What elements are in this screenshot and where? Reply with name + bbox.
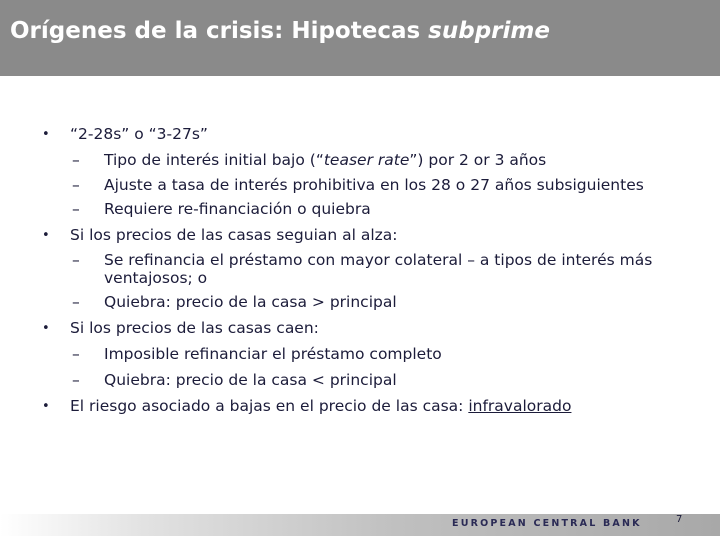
dash-icon: – [72,176,80,194]
sub-text: Ajuste a tasa de interés prohibitiva en los 28 o 27 años subsiguientes [104,176,644,194]
dash-icon: – [72,371,80,389]
sub-text: Quiebra: precio de la casa > principal [104,293,397,311]
footer-org-name: EUROPEAN CENTRAL BANK [452,518,642,529]
dash-icon: – [72,345,80,363]
bullet-text: “2-28s” o “3-27s” [70,125,208,143]
bullet-item [0,318,720,339]
bullet-icon: • [42,127,50,142]
sub-text-pre: Tipo de interés initial bajo (“ [104,151,324,169]
dash-icon: – [72,293,80,311]
slide-title [10,18,550,44]
dash-icon: – [72,151,80,169]
sub-item [0,344,720,365]
sub-item [0,251,664,287]
sub-text: Imposible refinanciar el préstamo completo [104,345,442,363]
dash-icon: – [72,200,80,218]
sub-item [0,199,720,220]
sub-item [0,292,720,313]
sub-text-italic: teaser rate [323,151,410,169]
sub-text: Quiebra: precio de la casa < principal [104,371,397,389]
bullet-text: Si los precios de las casas seguian al alza: [70,226,398,244]
sub-item [0,176,664,194]
bullet-item [0,124,720,145]
bullet-text: Si los precios de las casas caen: [70,319,319,337]
bullet-icon: • [42,321,50,336]
bullet-item [0,225,720,246]
sub-text-post: ”) por 2 or 3 años [409,151,547,169]
bullet-item [0,396,720,417]
bullet-icon: • [42,228,50,243]
sub-item [0,150,720,171]
page-number: 7 [676,514,683,525]
slide-title-italic: subprime [428,18,550,44]
slide-content [0,124,720,417]
bullet-text-underlined: infravalorado [468,397,572,415]
sub-item [0,370,720,391]
sub-text: Se refinancia el préstamo con mayor colateral – a tipos de interés más ventajosos; o [104,251,653,287]
sub-text: Requiere re-financiación o quiebra [104,200,371,218]
bullet-icon: • [42,399,50,414]
bullet-text-pre: El riesgo asociado a bajas en el precio de las casa: [70,397,469,415]
dash-icon: – [72,251,80,269]
slide-title-main: Orígenes de la crisis: Hipotecas [10,18,429,44]
